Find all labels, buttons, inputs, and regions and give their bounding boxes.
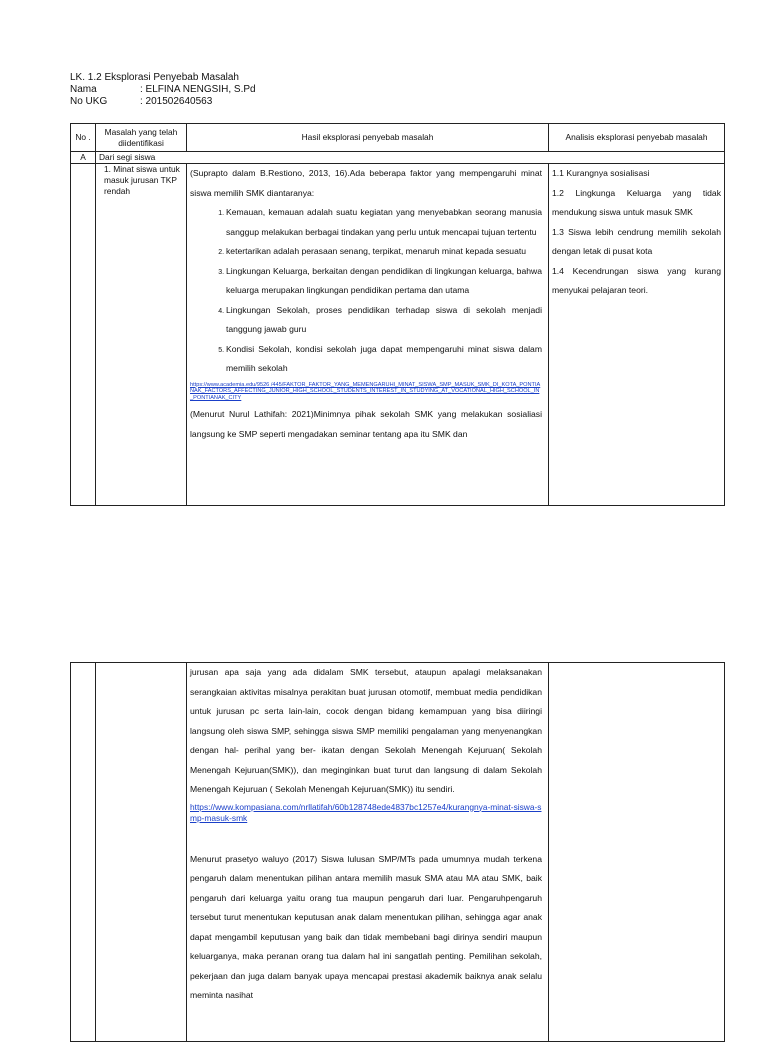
table-header-row xyxy=(71,124,725,152)
section-label: Dari segi siswa xyxy=(96,152,725,164)
section-letter: A xyxy=(71,152,96,164)
lathifah-paragraph: (Menurut Nurul Lathifah: 2021)Minimnya pihak sekolah SMK yang melakukan sosialiasi langsung ke SMP seperti mengadakan seminar tentang apa itu SMK dan xyxy=(190,409,542,439)
analysis-item: 1.2 Lingkunga Keluarga yang tidak mendukung siswa untuk masuk SMK xyxy=(552,187,721,217)
col-header-masalah: Masalah yang telah diidentifikasi xyxy=(96,124,187,152)
factor-list xyxy=(190,203,542,379)
problem-cell xyxy=(96,663,187,1042)
row-no-cell xyxy=(71,663,96,1042)
factor-item: 1. Kemauan, kemauan adalah suatu kegiatan yang menyebabkan seorang manusia sanggup melakukan berbagai tindakan yang perlu untuk mencapai tujuan tertentu xyxy=(226,203,542,242)
factor-item: 5. Kondisi Sekolah, kondisi sekolah juga dapat mempengaruhi minat siswa dalam memilih sekolah xyxy=(226,340,542,379)
hasil-cell xyxy=(187,164,549,506)
row-no-cell xyxy=(71,164,96,506)
exploration-table-page2 xyxy=(70,662,725,1042)
academia-link[interactable]: https://www.academia.edu/9526 /445/FAKTOR_FAKTOR_YANG_MEMENGARUHI_MINAT_SISWA_SMP_MASUK_SMK_DI_KOTA_PONTIANAK_FACTORS_AFFECTING_JUNIOR_HIGH_SCHOOL_STUDENTS_INTEREST_IN_STUDYING_AT_VOCATIONAL_HIGH_SCHOOL_IN_PONTIANAK_CITY xyxy=(190,381,541,401)
analisis-cell xyxy=(549,164,725,506)
ukg-value: : 201502640563 xyxy=(140,96,213,107)
hasil-cell-continued xyxy=(187,663,549,1042)
factor-item: 4. Lingkungan Sekolah, proses pendidikan terhadap siswa di sekolah menjadi tanggung jawab guru xyxy=(226,301,542,340)
analysis-item: 1.1 Kurangnya sosialisasi xyxy=(552,168,650,178)
section-row xyxy=(71,152,725,164)
ukg-row xyxy=(70,96,212,108)
analysis-item: 1.4 Kecendrungan siswa yang kurang menyukai pelajaran teori. xyxy=(552,265,721,295)
col-header-hasil: Hasil eksplorasi penyebab masalah xyxy=(187,124,549,152)
intro-paragraph: (Suprapto dalam B.Restiono, 2013, 16).Ada beberapa faktor yang mempengaruhi minat siswa memilih SMK diantaranya: xyxy=(190,168,542,198)
waluyo-paragraph: Menurut prasetyo waluyo (2017) Siswa lulusan SMP/MTs pada umumnya mudah terkena pengaruh dalam menentukan pilihan antara memilih masuk SMA atau MA atau SMK, baik pengaruh dari keluarga yaitu orang tua maupun pengaruh dari luar. Pengaruhpengaruh tersebut turut menentukan keputusan anak dalam menentukan pilihan, sehingga agar anak dapat mengambil keputusan yang baik dan tidak membebani bagi dirinya sendiri maupun keluarganya, maka peranan orang tua dalam hal ini sangatlah penting. Pemilihan sekolah, pekerjaan dan juga dalam banyak upaya mencapai prestasi akademik baiknya anak selalu meminta nasihat xyxy=(190,853,542,1000)
problem-cell: 1. Minat siswa untuk masuk jurusan TKP rendah xyxy=(96,164,187,506)
factor-item: 2. ketertarikan adalah perasaan senang, terpikat, menaruh minat kepada sesuatu xyxy=(226,242,542,262)
name-label: Nama xyxy=(70,84,97,95)
analysis-item: 1.3 Siswa lebih cendrung memilih sekolah dengan letak di pusat kota xyxy=(552,226,721,256)
analisis-cell xyxy=(549,663,725,1042)
ukg-label: No UKG xyxy=(70,96,108,107)
exploration-table-page1 xyxy=(70,123,725,506)
col-header-analisis: Analisis eksplorasi penyebab masalah xyxy=(549,124,725,152)
name-row xyxy=(70,84,256,96)
factor-item: 3. Lingkungan Keluarga, berkaitan dengan pendidikan di lingkungan keluarga, bahwa keluarga merupakan lingkungan pendidikan pertama dan utama xyxy=(226,262,542,301)
col-header-no: No . xyxy=(71,124,96,152)
kompasiana-link[interactable]: https://www.kompasiana.com/nrllatifah/60b128748ede4837bc1257e4/kurangnya-minat-siswa-smp-masuk-smk xyxy=(190,801,542,823)
doc-title: LK. 1.2 Eksplorasi Penyebab Masalah xyxy=(70,72,239,83)
name-value: : ELFINA NENGSIH, S.Pd xyxy=(140,84,256,95)
lathifah-paragraph-continued: jurusan apa saja yang ada didalam SMK tersebut, ataupun apalagi melaksanakan serangkaian aktivitas misalnya perakitan buat jurusan otomotif, membuat media pendidikan untuk jurusan pc serta lain-lain, cocok dengan bidang kemampuan yang bisa diiringi langsung oleh siswa SMP, sehingga siswa SMP memiliki pengalaman yang menyenangkan dengan hal- perihal yang ber- ikatan dengan Sekolah Menengah Kejuruan( Sekolah Menengah Kejuruan(SMK)), dan meginginkan buat turut dan langsung di dalam Sekolah Menengah Kejuruan ( Sekolah Menengah Kejuruan(SMK)) itu sendiri. xyxy=(190,667,542,794)
continued-row xyxy=(71,663,725,1042)
content-row xyxy=(71,164,725,506)
